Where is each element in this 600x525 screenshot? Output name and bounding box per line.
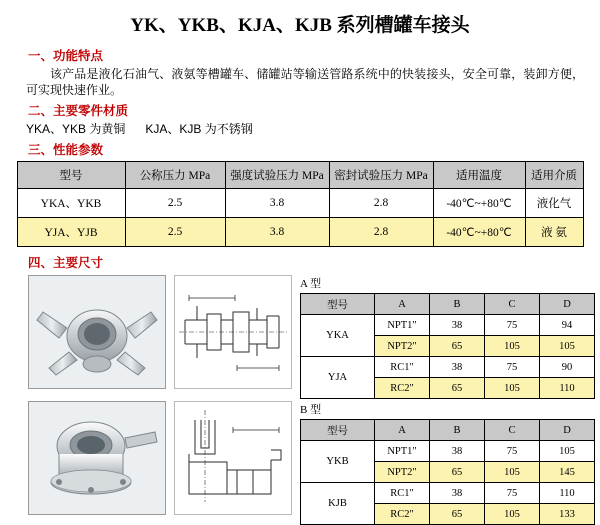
features-body: 该产品是液化石油气、液氨等槽罐车、储罐站等输送管路系统中的快装接头，安全可靠，装卸方便，可实现快速作业。 [26,67,584,97]
dim-cell-c: 75 [485,357,540,378]
dim-cell-a: RC2" [375,504,430,525]
dim-cell-b: 38 [430,441,485,462]
dim-cell-model: YKB [301,441,375,483]
dim-cell-d: 105 [540,441,595,462]
dim-cell-b: 38 [430,315,485,336]
dimension-table-a [300,293,595,399]
dim-cell-b: 38 [430,483,485,504]
dim-cell-c: 75 [485,441,540,462]
dim-header-c: C [485,420,540,441]
dim-cell-a: RC2" [375,378,430,399]
spec-cell-nominal-pressure: 2.5 [125,218,225,247]
spec-cell-strength-test: 3.8 [225,189,329,218]
dim-cell-d: 145 [540,462,595,483]
dim-cell-b: 38 [430,357,485,378]
dim-cell-a: RC1" [375,357,430,378]
dim-table-label-a: A 型 [300,278,322,290]
section-heading-features: 一、功能特点 [28,49,104,63]
dim-header-model: 型号 [301,294,375,315]
dim-cell-d: 105 [540,336,595,357]
section-heading-dimensions: 四、主要尺寸 [28,256,104,270]
dim-cell-b: 65 [430,504,485,525]
spec-header-seal-test: 密封试验压力 MPa [329,162,433,189]
table-header-row [17,162,583,189]
table-header-row [301,294,595,315]
dim-header-a: A [375,294,430,315]
spec-header-model: 型号 [17,162,125,189]
dim-cell-model: KJB [301,483,375,525]
dim-cell-d: 94 [540,315,595,336]
dim-cell-c: 105 [485,378,540,399]
coupling-drawing-b [174,401,292,515]
dim-cell-a: RC1" [375,483,430,504]
dim-cell-c: 105 [485,504,540,525]
dimension-table-b [300,419,595,525]
spec-header-medium: 适用介质 [525,162,583,189]
dim-cell-model: YKA [301,315,375,357]
spec-cell-model: YKA、YKB [17,189,125,218]
table-row [301,315,595,336]
table-row [301,483,595,504]
dim-cell-model: YJA [301,357,375,399]
spec-cell-temperature: -40℃~+80℃ [433,218,525,247]
dim-header-model: 型号 [301,420,375,441]
spec-cell-medium: 液化气 [525,189,583,218]
dim-header-a: A [375,420,430,441]
coupling-photo-b [28,401,166,515]
dim-cell-d: 133 [540,504,595,525]
material-line: YKA、YKB 为黄铜 KJA、KJB 为不锈钢 [26,122,253,136]
table-row [301,441,595,462]
section-heading-material: 二、主要零件材质 [28,104,129,118]
table-header-row [301,420,595,441]
spec-cell-nominal-pressure: 2.5 [125,189,225,218]
dim-cell-a: NPT2" [375,336,430,357]
dim-cell-b: 65 [430,336,485,357]
spec-cell-medium: 液 氨 [525,218,583,247]
page-title: YK、YKB、KJA、KJB 系列槽罐车接头 [130,15,470,36]
spec-cell-temperature: -40℃~+80℃ [433,189,525,218]
dim-table-label-b: B 型 [300,404,322,416]
table-row [301,357,595,378]
dim-header-b: B [430,294,485,315]
dimension-panel-a [14,275,586,395]
dimension-table-block-a [300,275,596,399]
dim-header-d: D [540,294,595,315]
dim-cell-d: 90 [540,357,595,378]
performance-table [17,161,584,247]
dim-cell-b: 65 [430,378,485,399]
dim-cell-c: 75 [485,315,540,336]
dim-header-d: D [540,420,595,441]
dim-cell-c: 75 [485,483,540,504]
dim-cell-c: 105 [485,336,540,357]
dim-cell-a: NPT2" [375,462,430,483]
dim-cell-a: NPT1" [375,441,430,462]
dim-cell-a: NPT1" [375,315,430,336]
coupling-drawing-a [174,275,292,389]
spec-cell-strength-test: 3.8 [225,218,329,247]
section-heading-performance: 三、性能参数 [28,143,104,157]
spec-header-nominal-pressure: 公称压力 MPa [125,162,225,189]
dim-cell-b: 65 [430,462,485,483]
coupling-photo-a [28,275,166,389]
spec-cell-model: YJA、YJB [17,218,125,247]
spec-header-strength-test: 强度试验压力 MPa [225,162,329,189]
table-row [17,189,583,218]
spec-cell-seal-test: 2.8 [329,218,433,247]
dim-cell-d: 110 [540,483,595,504]
dim-header-c: C [485,294,540,315]
dim-header-b: B [430,420,485,441]
dim-cell-c: 105 [485,462,540,483]
table-row [17,218,583,247]
dimensions-area [14,275,586,521]
dim-cell-d: 110 [540,378,595,399]
dimension-panel-b [14,401,586,521]
spec-cell-seal-test: 2.8 [329,189,433,218]
spec-header-temperature: 适用温度 [433,162,525,189]
dimension-table-block-b [300,401,596,525]
